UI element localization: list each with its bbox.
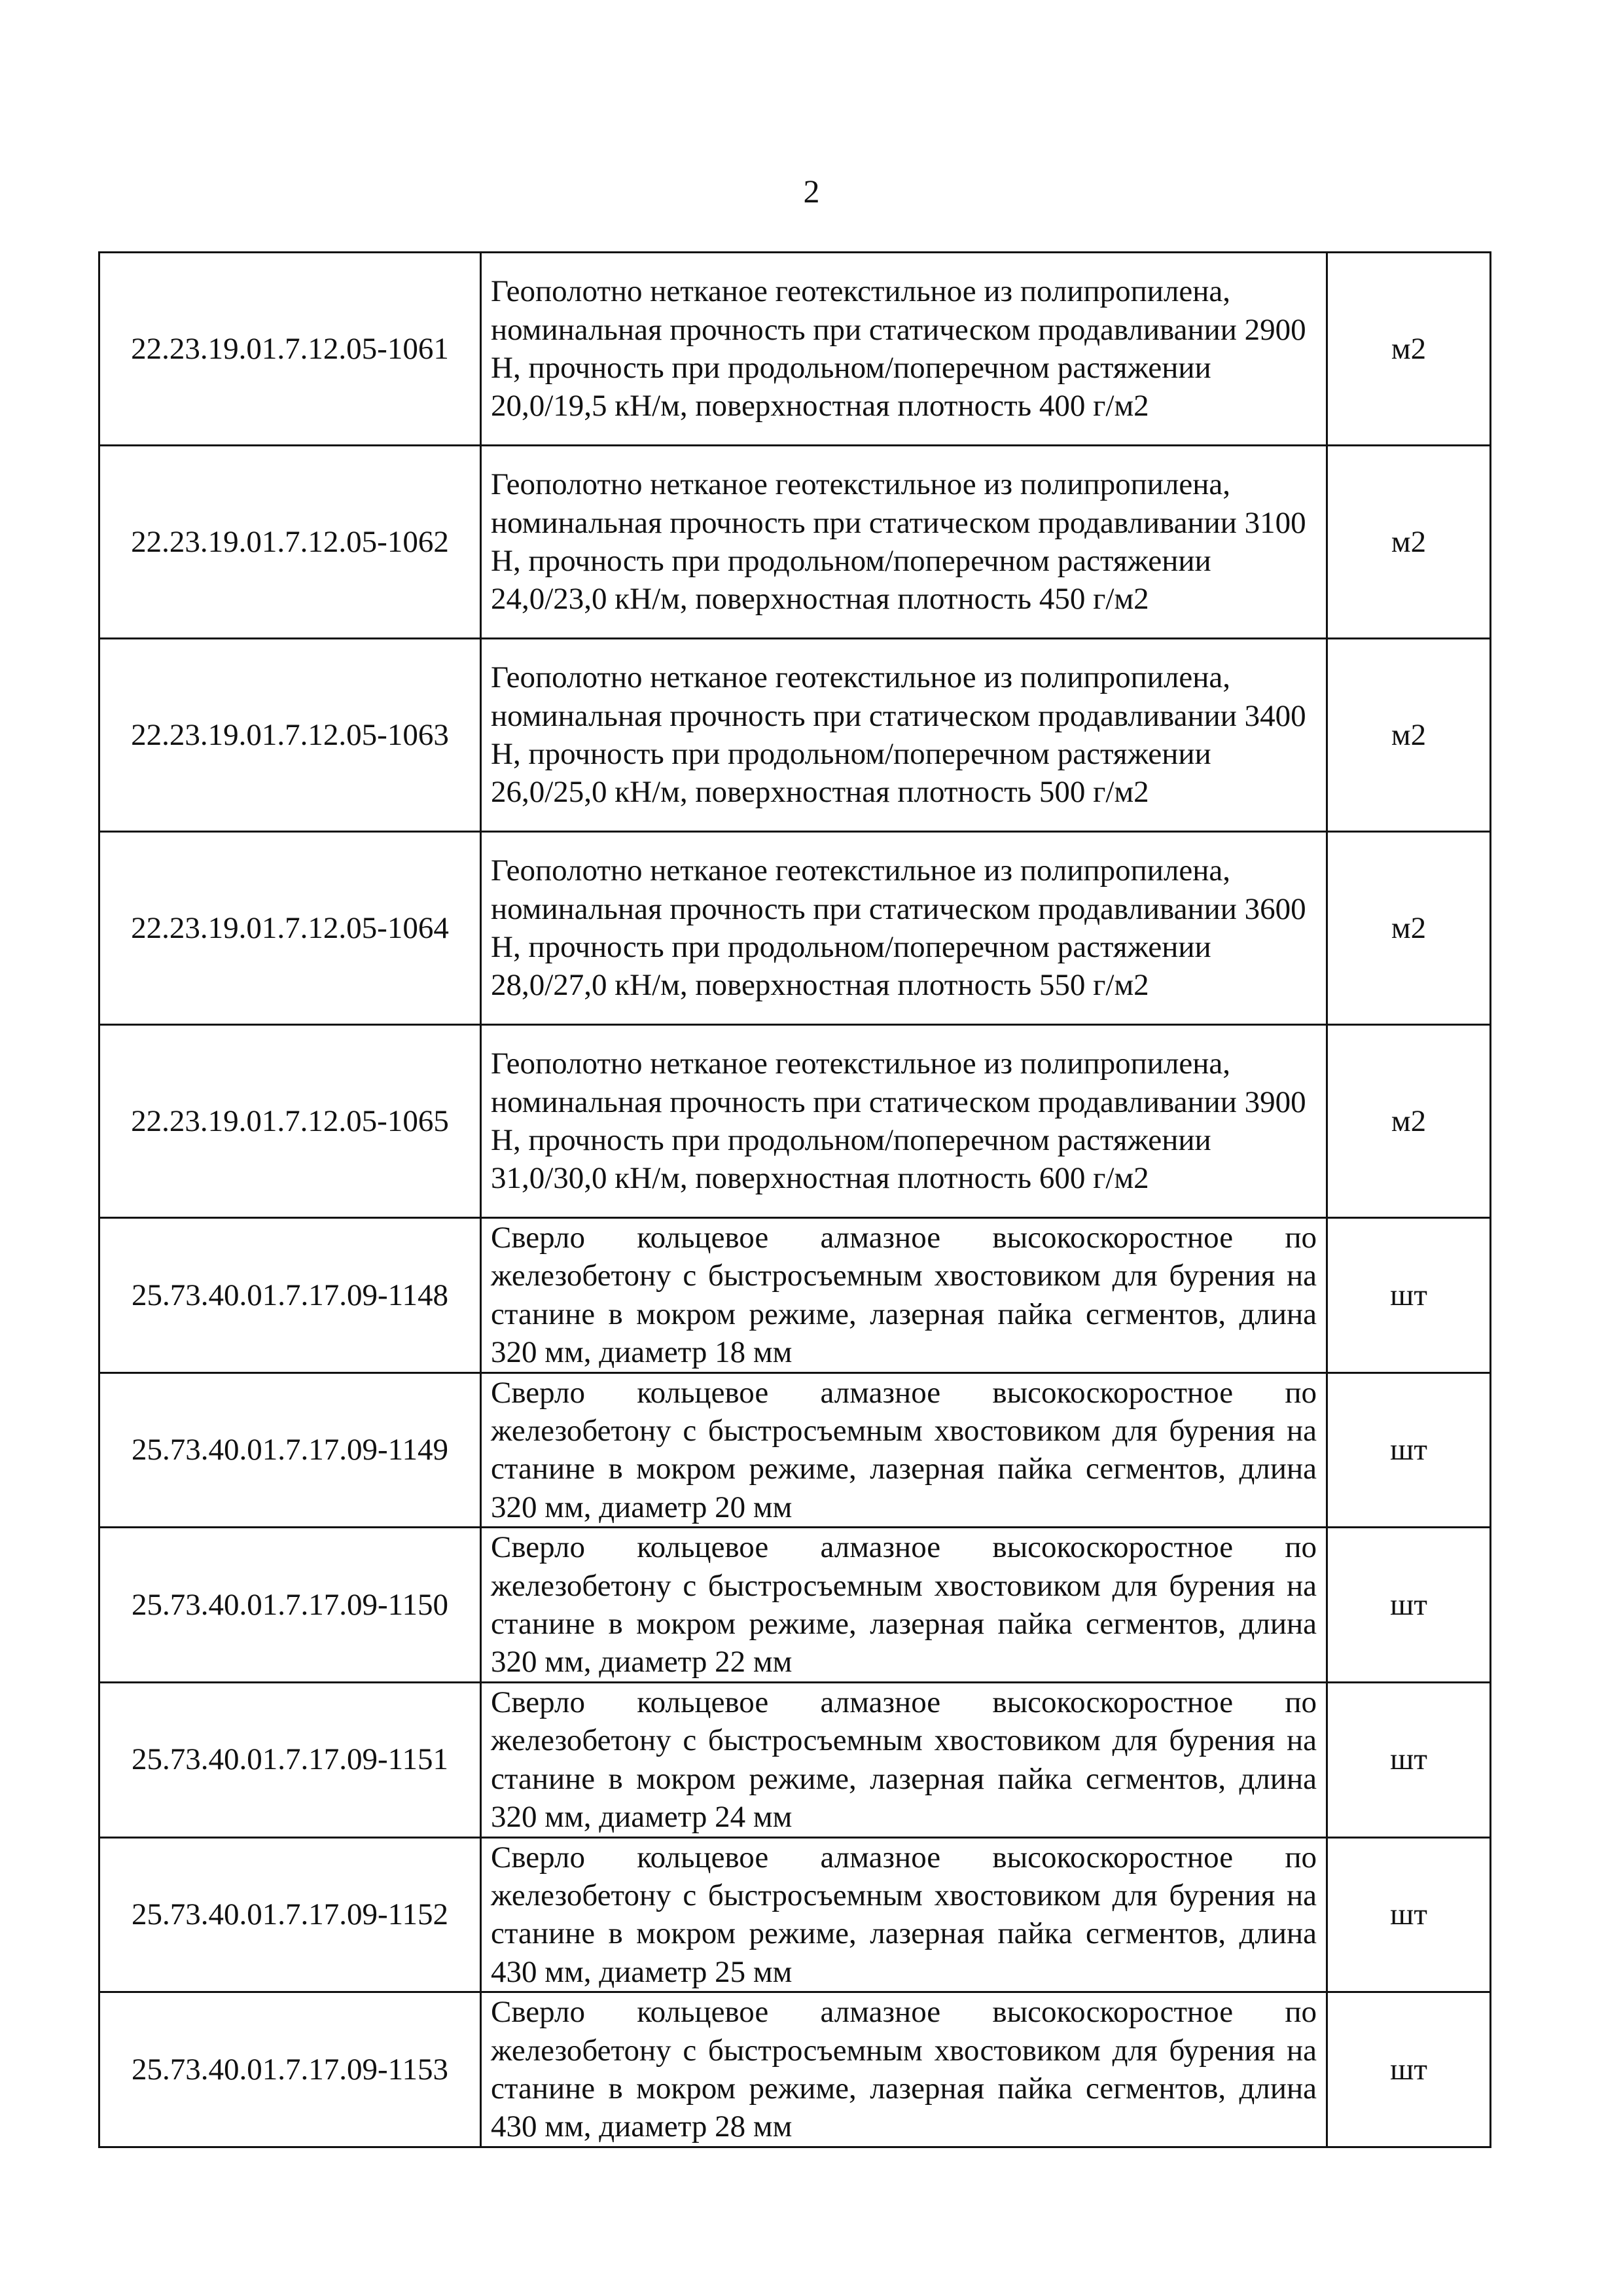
description-text: Сверло кольцевое алмазное высокоскоростное по железобетону с быстросъемным хвостовиком для бурения на станине в мокром режиме, лазерная пайка сегментов, длина 430 мм, диаметр 28 мм: [491, 1995, 1317, 2144]
resource-description: [481, 1372, 1327, 1528]
description-text: Геополотно нетканое геотекстильное из полипропилена, номинальная прочность при статическом продавливании 3400 Н, прочность при продольном/поперечном растяжении 26,0/25,0 кН/м, поверхностная плотность 500 г/м2: [491, 660, 1306, 810]
table-row: [99, 832, 1491, 1025]
description-text: Геополотно нетканое геотекстильное из полипропилена, номинальная прочность при статическом продавливании 3100 Н, прочность при продольном/поперечном растяжении 24,0/23,0 кН/м, поверхностная плотность 450 г/м2: [491, 467, 1306, 617]
resource-code: 25.73.40.01.7.17.09-1150: [99, 1528, 481, 1683]
resource-description: [481, 1025, 1327, 1218]
unit-of-measure: шт: [1327, 1218, 1491, 1373]
unit-of-measure: шт: [1327, 1682, 1491, 1837]
description-text: Сверло кольцевое алмазное высокоскоростное по железобетону с быстросъемным хвостовиком для бурения на станине в мокром режиме, лазерная пайка сегментов, длина 320 мм, диаметр 18 мм: [491, 1221, 1317, 1370]
table-row: [99, 446, 1491, 639]
unit-of-measure: шт: [1327, 1992, 1491, 2147]
resource-code: 22.23.19.01.7.12.05-1062: [99, 446, 481, 639]
resource-code: 25.73.40.01.7.17.09-1149: [99, 1372, 481, 1528]
resource-code: 25.73.40.01.7.17.09-1153: [99, 1992, 481, 2147]
table-row: [99, 1992, 1491, 2147]
table-row: [99, 639, 1491, 832]
resource-code: 25.73.40.01.7.17.09-1148: [99, 1218, 481, 1373]
table-row: [99, 1372, 1491, 1528]
resource-description: [481, 1218, 1327, 1373]
description-text: Сверло кольцевое алмазное высокоскоростное по железобетону с быстросъемным хвостовиком для бурения на станине в мокром режиме, лазерная пайка сегментов, длина 320 мм, диаметр 20 мм: [491, 1375, 1317, 1524]
resource-code: 22.23.19.01.7.12.05-1061: [99, 253, 481, 446]
description-text: Геополотно нетканое геотекстильное из полипропилена, номинальная прочность при статическом продавливании 2900 Н, прочность при продольном/поперечном растяжении 20,0/19,5 кН/м, поверхностная плотность 400 г/м2: [491, 274, 1306, 423]
description-text: Сверло кольцевое алмазное высокоскоростное по железобетону с быстросъемным хвостовиком для бурения на станине в мокром режиме, лазерная пайка сегментов, длина 320 мм, диаметр 22 мм: [491, 1530, 1317, 1679]
unit-of-measure: шт: [1327, 1837, 1491, 1992]
page-number: 2: [803, 173, 820, 209]
resource-description: [481, 1837, 1327, 1992]
resource-code: 22.23.19.01.7.12.05-1063: [99, 639, 481, 832]
unit-of-measure: м2: [1327, 446, 1491, 639]
table-row: [99, 1837, 1491, 1992]
resource-table: [98, 251, 1491, 2148]
resource-description: [481, 1992, 1327, 2147]
resource-description: [481, 253, 1327, 446]
unit-of-measure: шт: [1327, 1372, 1491, 1528]
resource-description: [481, 639, 1327, 832]
resource-description: [481, 832, 1327, 1025]
unit-of-measure: шт: [1327, 1528, 1491, 1683]
resource-code: 22.23.19.01.7.12.05-1065: [99, 1025, 481, 1218]
description-text: Геополотно нетканое геотекстильное из полипропилена, номинальная прочность при статическом продавливании 3900 Н, прочность при продольном/поперечном растяжении 31,0/30,0 кН/м, поверхностная плотность 600 г/м2: [491, 1047, 1306, 1196]
resource-description: [481, 446, 1327, 639]
resource-description: [481, 1682, 1327, 1837]
unit-of-measure: м2: [1327, 832, 1491, 1025]
table-row: [99, 1528, 1491, 1683]
table-row: [99, 1682, 1491, 1837]
description-text: Сверло кольцевое алмазное высокоскоростное по железобетону с быстросъемным хвостовиком для бурения на станине в мокром режиме, лазерная пайка сегментов, длина 430 мм, диаметр 25 мм: [491, 1840, 1317, 1989]
unit-of-measure: м2: [1327, 639, 1491, 832]
resource-code: 25.73.40.01.7.17.09-1151: [99, 1682, 481, 1837]
table-row: [99, 1025, 1491, 1218]
unit-of-measure: м2: [1327, 253, 1491, 446]
unit-of-measure: м2: [1327, 1025, 1491, 1218]
table-row: [99, 1218, 1491, 1373]
resource-code: 25.73.40.01.7.17.09-1152: [99, 1837, 481, 1992]
table-row: [99, 253, 1491, 446]
resource-code: 22.23.19.01.7.12.05-1064: [99, 832, 481, 1025]
resource-description: [481, 1528, 1327, 1683]
description-text: Геополотно нетканое геотекстильное из полипропилена, номинальная прочность при статическом продавливании 3600 Н, прочность при продольном/поперечном растяжении 28,0/27,0 кН/м, поверхностная плотность 550 г/м2: [491, 853, 1306, 1003]
description-text: Сверло кольцевое алмазное высокоскоростное по железобетону с быстросъемным хвостовиком для бурения на станине в мокром режиме, лазерная пайка сегментов, длина 320 мм, диаметр 24 мм: [491, 1685, 1317, 1835]
